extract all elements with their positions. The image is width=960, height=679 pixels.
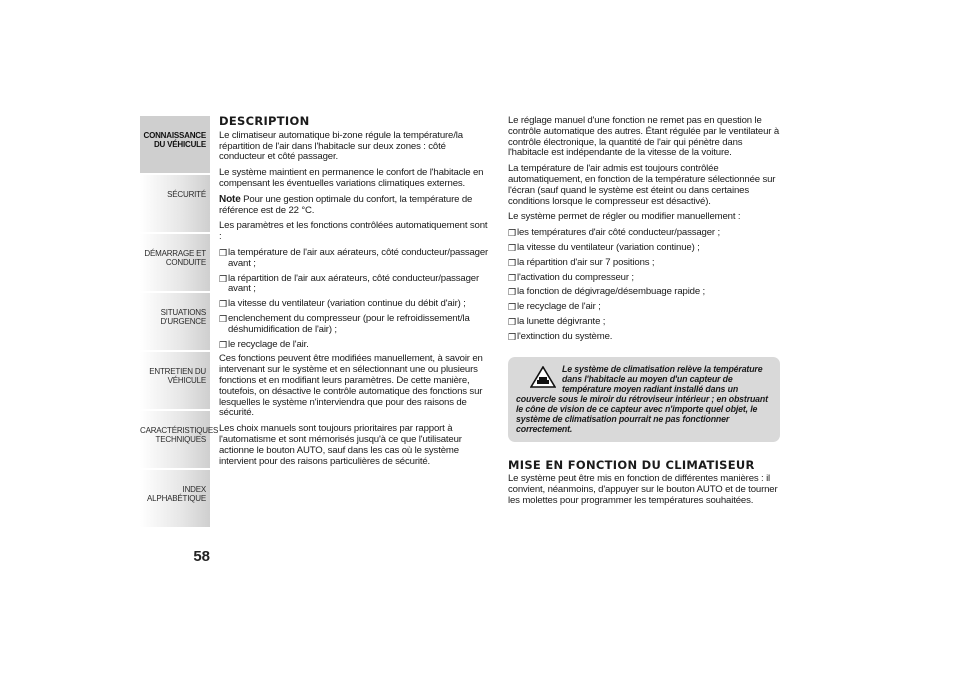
- checkbox-bullet-icon: ❒: [508, 228, 516, 239]
- tab-label: CONNAISSANCE DU VÉHICULE: [143, 131, 206, 149]
- warning-box: [508, 357, 780, 442]
- tab-label: INDEX ALPHABÉTIQUE: [147, 485, 206, 503]
- page-number: 58: [193, 548, 210, 565]
- checkbox-bullet-icon: ❒: [219, 247, 227, 258]
- paragraph: Les choix manuels sont toujours prioritaires par rapport à l'automatisme et sont mémorisés jusqu'à ce que l'utilisateur actionne le bouton AUTO, sauf dans les cas où le système intervient pour des raisons particulières de sécurité.: [219, 423, 462, 467]
- list-item-text: la lunette dégivrante ;: [517, 315, 606, 327]
- right-column: [508, 116, 780, 512]
- list-item: [508, 317, 780, 328]
- tab-label: DÉMARRAGE ET CONDUITE: [144, 249, 206, 267]
- list-item-text: la répartition de l'air aux aérateurs, côté conducteur/passager avant ;: [228, 272, 480, 295]
- tab-label: CARACTÉRISTIQUES TECHNIQUES: [140, 426, 219, 444]
- paragraph: Le climatiseur automatique bi-zone régule la température/la répartition de l'air dans l'habitacle sur deux zones : côté conducteur et côté passager.: [219, 129, 463, 163]
- list-item: [508, 243, 780, 254]
- checkbox-bullet-icon: ❒: [508, 257, 516, 268]
- list-item: [219, 299, 489, 310]
- list-item-text: l'activation du compresseur ;: [517, 271, 634, 283]
- tab-securite[interactable]: [140, 175, 210, 234]
- list-item: [508, 258, 780, 269]
- list-item-text: les températures d'air côté conducteur/passager ;: [517, 227, 720, 239]
- checkbox-bullet-icon: ❒: [508, 302, 516, 313]
- list-item-text: l'extinction du système.: [517, 330, 613, 342]
- note: [219, 195, 489, 217]
- checkbox-bullet-icon: ❒: [219, 313, 227, 324]
- note-label: Note: [219, 193, 241, 205]
- list-item-text: la répartition d'air sur 7 positions ;: [517, 256, 655, 268]
- list-item-text: le recyclage de l'air ;: [517, 301, 601, 313]
- list-item: [219, 314, 489, 336]
- section-heading-description: DESCRIPTION: [219, 114, 310, 128]
- note-text: Pour une gestion optimale du confort, la température de référence est de 22 °C.: [219, 193, 473, 216]
- list-item: [508, 332, 780, 343]
- tab-situations-d-urgence[interactable]: [140, 293, 210, 352]
- checkbox-bullet-icon: ❒: [508, 287, 516, 298]
- paragraph: Les paramètres et les fonctions contrôlées automatiquement sont :: [219, 220, 488, 243]
- chapter-sidebar: [140, 116, 219, 529]
- paragraph: Le système permet de régler ou modifier manuellement :: [508, 211, 741, 223]
- list-item-text: la fonction de dégivrage/désembuage rapide ;: [517, 286, 706, 298]
- section-heading-mise-en-fonction: MISE EN FONCTION DU CLIMATISEUR: [508, 457, 755, 472]
- warning-text: Le système de climatisation relève la température dans l'habitacle au moyen d'un capteur de température moyen radiant installé dans un couvercle sous le miroir du rétroviseur intérieur ; en obstruant le cône de vision de ce capteur avec n'importe quel objet, le système de climatisation pourrait ne pas fonctionner correctement.: [516, 363, 768, 434]
- list-item: [219, 248, 489, 270]
- list-item: [508, 273, 780, 284]
- paragraph: Le système maintient en permanence le confort de l'habitacle en compensant les éventuelles variations climatiques externes.: [219, 167, 484, 189]
- tab-index-alphabetique[interactable]: [140, 470, 210, 529]
- list-item-text: la température de l'air aux aérateurs, côté conducteur/passager avant ;: [228, 246, 489, 269]
- tab-caracteristiques-techniques[interactable]: [140, 411, 219, 470]
- list-item: [508, 228, 780, 239]
- paragraph: Le réglage manuel d'une fonction ne remet pas en question le contrôle automatique des autres. Étant régulée par le ventilateur à contrôle électronique, la quantité de l'air qui pénètre dans l'habitacle est indépendante de la vitesse de la voiture.: [508, 115, 780, 159]
- list-item-text: le recyclage de l'air.: [228, 338, 309, 350]
- tab-entretien-du-vehicule[interactable]: [140, 352, 210, 411]
- checkbox-bullet-icon: ❒: [508, 331, 516, 342]
- tab-demarrage-et-conduite[interactable]: [140, 234, 210, 293]
- list-item: [508, 302, 780, 313]
- list-item-text: la vitesse du ventilateur (variation continue du débit d'air) ;: [228, 298, 466, 310]
- checkbox-bullet-icon: ❒: [219, 299, 227, 310]
- list-item: [508, 287, 780, 298]
- list-item-text: la vitesse du ventilateur (variation continue) ;: [517, 241, 700, 253]
- checkbox-bullet-icon: ❒: [508, 242, 516, 253]
- list-item-text: enclenchement du compresseur (pour le refroidissement/la déshumidification de l'air) ;: [228, 312, 470, 335]
- paragraph: Le système peut être mis en fonction de différentes manières : il convient, néanmoins, d'appuyer sur le bouton AUTO et de tourner les molettes pour programmer les températures souhaitées.: [508, 473, 778, 506]
- list-item: [219, 340, 489, 351]
- checkbox-bullet-icon: ❒: [508, 272, 516, 283]
- tab-connaissance-du-vehicule[interactable]: [140, 116, 210, 175]
- left-column: [219, 116, 489, 472]
- list-item: [219, 274, 489, 296]
- tab-label: ENTRETIEN DU VÉHICULE: [149, 367, 206, 385]
- tab-label: SITUATIONS D'URGENCE: [160, 308, 206, 326]
- paragraph: Ces fonctions peuvent être modifiées manuellement, à savoir en intervenant sur le système et en sélectionnant une ou plusieurs fonctions et en modifiant leurs paramètres. De cette manière, toutefois, on désactive le contrôle automatique des fonctions sur lesquelles le système n'interviendra que pour des raisons de sécurité.: [219, 353, 483, 419]
- checkbox-bullet-icon: ❒: [219, 273, 227, 284]
- paragraph: La température de l'air admis est toujours contrôlée automatiquement, en fonction de la température sélectionnée sur l'écran (sauf quand le système est éteint ou dans certaines conditions lorsque le compresseur est désactivé).: [508, 163, 776, 207]
- checkbox-bullet-icon: ❒: [508, 316, 516, 327]
- tab-label: SÉCURITÉ: [167, 190, 206, 199]
- checkbox-bullet-icon: ❒: [219, 339, 227, 350]
- warning-triangle-icon: [530, 366, 556, 388]
